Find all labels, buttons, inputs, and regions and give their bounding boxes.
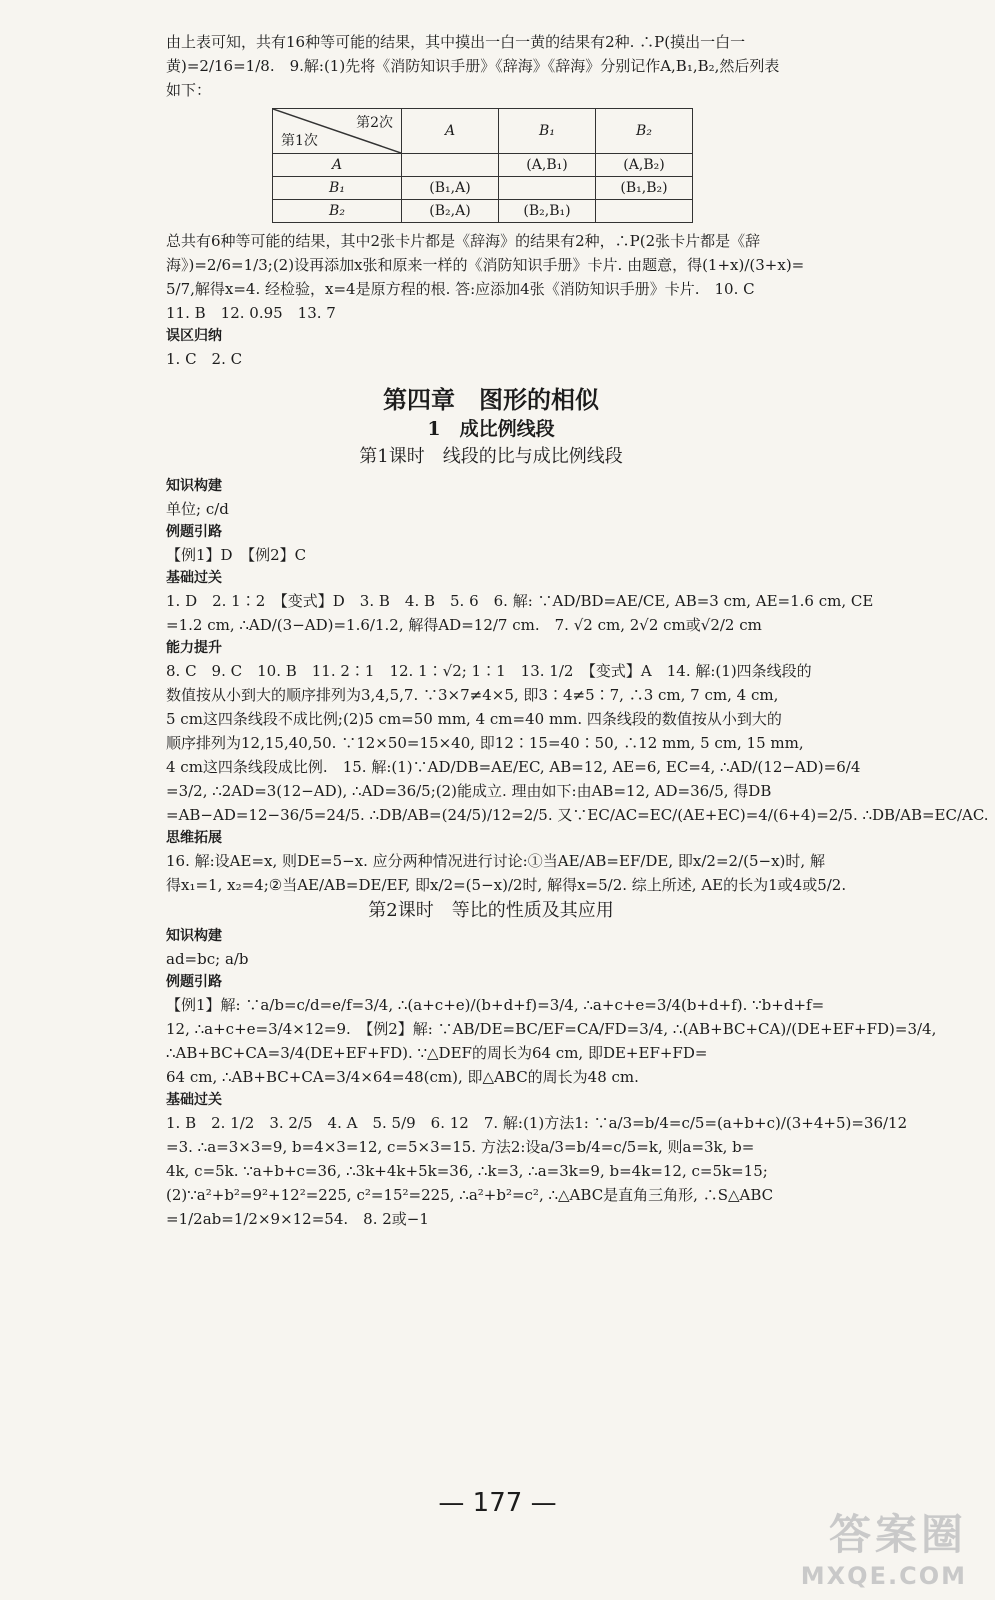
- text-line: =3/2, ∴2AD=3(12−AD), ∴AD=36/5;(2)能成立. 理由如下:由AB=12, AD=36/5, 得DB: [166, 782, 772, 800]
- section-heading: 思维拓展: [166, 830, 222, 846]
- text-line: 黄)=2/16=1/8. 9.解:(1)先将《消防知识手册》《辞海》《辞海》分别记作A,B₁,B₂,然后列表: [166, 57, 780, 75]
- text-line: 数值按从小到大的顺序排列为3,4,5,7. ∵3×7≠4×5, 即3∶4≠5∶7, ∴3 cm, 7 cm, 4 cm,: [166, 686, 779, 704]
- section-heading: 知识构建: [166, 928, 222, 944]
- section-heading: 例题引路: [166, 524, 222, 540]
- text-line: 【例1】D 【例2】C: [166, 546, 307, 564]
- text-line: 12, ∴a+c+e=3/4×12=9. 【例2】解: ∵AB/DE=BC/EF=CA/FD=3/4, ∴(AB+BC+CA)/(DE+EF+FD)=3/4,: [166, 1020, 937, 1038]
- text-line: 如下：: [166, 81, 212, 99]
- table-cell: (A,B₁): [499, 154, 596, 177]
- outcome-table: [272, 108, 693, 223]
- table-cell: (B₁,A): [402, 177, 499, 200]
- text-line: 8. C 9. C 10. B 11. 2∶1 12. 1∶√2; 1∶1 13. 1/2 【变式】A 14. 解:(1)四条线段的: [166, 662, 812, 680]
- text-line: 5/7,解得x=4. 经检验，x=4是原方程的根. 答:应添加4张《消防知识手册》卡片. 10. C: [166, 280, 755, 298]
- text-line: 得x₁=1, x₂=4;②当AE/AB=DE/EF, 即x/2=(5−x)/2时, 解得x=5/2. 综上所述, AE的长为1或4或5/2.: [166, 876, 847, 894]
- corner-bottom-label: 第1次: [281, 133, 318, 149]
- text-line: =AB−AD=12−36/5=24/5. ∴DB/AB=(24/5)/12=2/5. 又∵EC/AC=EC/(AE+EC)=4/(6+4)=2/5. ∴DB/AB=EC/AC.: [166, 806, 989, 824]
- table-row: [273, 200, 693, 223]
- lesson-title: 第2课时 等比的性质及其应用: [368, 900, 614, 921]
- table-header-row: [273, 109, 693, 154]
- section-heading: 基础过关: [166, 1092, 222, 1108]
- table-column-header: B₂: [596, 109, 693, 154]
- section-title: 1 成比例线段: [427, 418, 555, 440]
- table-column-header: B₁: [499, 109, 596, 154]
- section-heading: 能力提升: [166, 640, 222, 656]
- table-cell: [402, 154, 499, 177]
- text-line: 16. 解:设AE=x, 则DE=5−x. 应分两种情况进行讨论:①当AE/AB=EF/DE, 即x/2=2/(5−x)时, 解: [166, 852, 825, 870]
- text-line: 64 cm, ∴AB+BC+CA=3/4×64=48(cm), 即△ABC的周长为48 cm.: [166, 1068, 639, 1086]
- section-heading: 例题引路: [166, 974, 222, 990]
- table-row: [273, 154, 693, 177]
- table-row-label: B₂: [273, 200, 402, 223]
- table-cell: (A,B₂): [596, 154, 693, 177]
- text-line: =3. ∴a=3×3=9, b=4×3=12, c=5×3=15. 方法2:设a/3=b/4=c/5=k, 则a=3k, b=: [166, 1138, 755, 1156]
- text-line: =1.2 cm, ∴AD/(3−AD)=1.6/1.2, 解得AD=12/7 cm. 7. √2 cm, 2√2 cm或√2/2 cm: [166, 616, 762, 634]
- table-cell: (B₁,B₂): [596, 177, 693, 200]
- text-line: ∴AB+BC+CA=3/4(DE+EF+FD). ∵△DEF的周长为64 cm, 即DE+EF+FD=: [166, 1044, 708, 1062]
- text-line: 1. B 2. 1/2 3. 2/5 4. A 5. 5/9 6. 12 7. 解:(1)方法1: ∵a/3=b/4=c/5=(a+b+c)/(3+4+5)=36/12: [166, 1114, 908, 1132]
- watermark-logo: [801, 1502, 967, 1590]
- lesson-title: 第1课时 线段的比与成比例线段: [359, 446, 623, 467]
- table-cell: (B₂,B₁): [499, 200, 596, 223]
- watermark-url: MXQE.COM: [800, 1562, 967, 1590]
- watermark-text: 答案圈: [828, 1510, 967, 1559]
- text-line: ad=bc; a/b: [166, 950, 249, 968]
- text-line: 1. C 2. C: [166, 350, 243, 368]
- text-line: 总共有6种等可能的结果，其中2张卡片都是《辞海》的结果有2种，∴P(2张卡片都是《辞: [166, 232, 761, 250]
- text-line: 【例1】解: ∵a/b=c/d=e/f=3/4, ∴(a+c+e)/(b+d+f)=3/4, ∴a+c+e=3/4(b+d+f). ∵b+d+f=: [166, 996, 825, 1014]
- chapter-title: 第四章 图形的相似: [383, 385, 599, 414]
- table-cell: [596, 200, 693, 223]
- text-line: 11. B 12. 0.95 13. 7: [166, 304, 336, 322]
- table-row-label: A: [273, 154, 402, 177]
- text-line: 海》)=2/6=1/3;(2)设再添加x张和原来一样的《消防知识手册》卡片. 由题意，得(1+x)/(3+x)=: [166, 256, 805, 274]
- text-line: 5 cm这四条线段不成比例;(2)5 cm=50 mm, 4 cm=40 mm. 四条线段的数值按从小到大的: [166, 710, 782, 728]
- text-line: 单位; c/d: [166, 500, 229, 518]
- table-cell: [499, 177, 596, 200]
- table-row: [273, 177, 693, 200]
- table-row-label: B₁: [273, 177, 402, 200]
- table-cell: (B₂,A): [402, 200, 499, 223]
- section-heading: 知识构建: [166, 478, 222, 494]
- text-line: 由上表可知，共有16种等可能的结果，其中摸出一白一黄的结果有2种. ∴P(摸出一白一: [166, 33, 746, 51]
- text-line: 1. D 2. 1∶2 【变式】D 3. B 4. B 5. 6 6. 解: ∵AD/BD=AE/CE, AB=3 cm, AE=1.6 cm, CE: [166, 592, 874, 610]
- text-line: 顺序排列为12,15,40,50. ∵12×50=15×40, 即12∶15=40∶50, ∴12 mm, 5 cm, 15 mm,: [166, 734, 804, 752]
- text-line: =1/2ab=1/2×9×12=54. 8. 2或−1: [166, 1210, 429, 1228]
- table-corner-cell: [273, 109, 402, 154]
- text-line: 4 cm这四条线段成比例. 15. 解:(1)∵AD/DB=AE/EC, AB=12, AE=6, EC=4, ∴AD/(12−AD)=6/4: [166, 758, 861, 776]
- text-line: 4k, c=5k. ∵a+b+c=36, ∴3k+4k+5k=36, ∴k=3, ∴a=3k=9, b=4k=12, c=5k=15;: [166, 1162, 768, 1180]
- text-line: (2)∵a²+b²=9²+12²=225, c²=15²=225, ∴a²+b²=c², ∴△ABC是直角三角形, ∴S△ABC: [166, 1186, 774, 1204]
- page-number: — 177 —: [438, 1488, 557, 1518]
- section-heading: 基础过关: [166, 570, 222, 586]
- corner-top-label: 第2次: [356, 115, 393, 131]
- table-column-header: A: [402, 109, 499, 154]
- section-heading: 误区归纳: [166, 328, 222, 344]
- answer-page: [166, 0, 989, 1231]
